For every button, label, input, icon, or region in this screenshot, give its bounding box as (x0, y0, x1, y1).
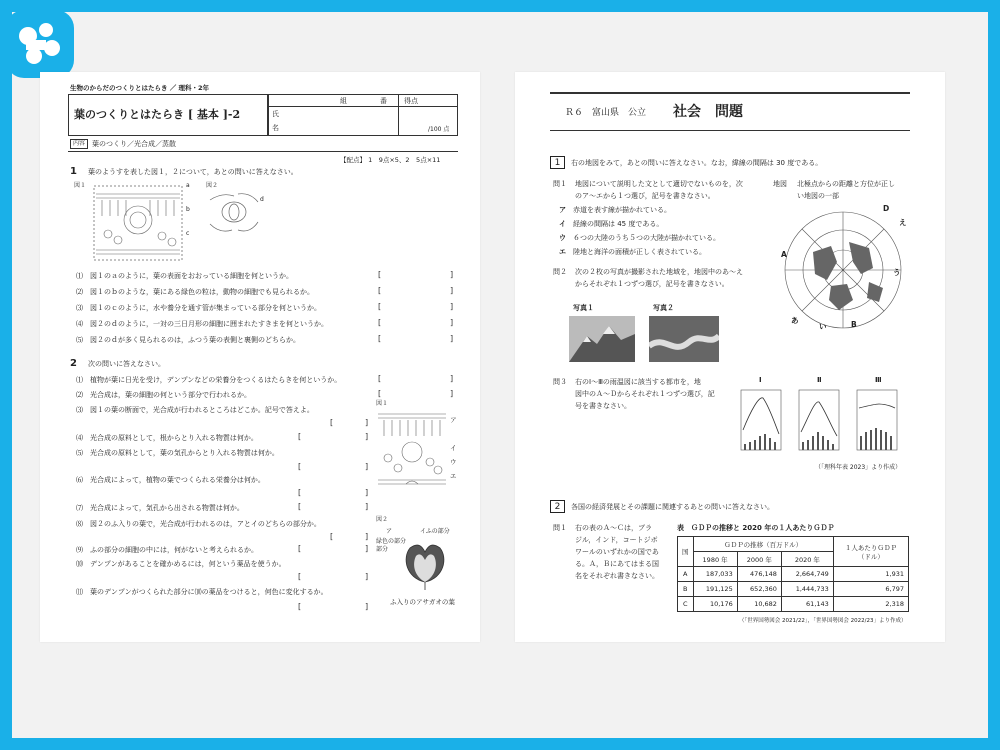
molecule-logo-icon (6, 10, 74, 78)
photo-1-label: 写真１ (573, 304, 594, 312)
table-header-2000: 2000 年 (737, 552, 781, 567)
fig-label-c: c (186, 230, 190, 237)
table-header-gdp: ＧＤＰの推移（百万ドル） (693, 537, 833, 552)
s1-q1-label: 問１ (553, 180, 567, 188)
variegated-leaf-figure (400, 538, 450, 594)
q2-item-5: 光合成の原料として，葉の気孔からとり入れる物質は何か。 (90, 449, 279, 457)
q2-stem: 次の問いに答えなさい。 (88, 360, 165, 368)
s2-q1-text-4: る。Ａ，Ｂにあてはまる国 (575, 560, 659, 568)
answer-bracket-open[interactable]: [ (298, 462, 302, 471)
map-label-u: う (893, 268, 901, 277)
answer-bracket-open[interactable]: [ (378, 302, 382, 311)
map-caption-2: い地図の一部 (797, 192, 839, 200)
total-score: /100 点 (428, 126, 450, 133)
q2-number: 2 (70, 358, 77, 369)
section-1-number: 1 (550, 156, 565, 169)
map-label-B: B (851, 320, 857, 329)
answer-bracket-open[interactable]: [ (378, 318, 382, 327)
exam-title: 社会 問題 (673, 104, 743, 120)
leaf-cross-section-figure (92, 184, 184, 262)
s1-q3-text-2: 図中のＡ～Ｄからそれぞれ１つずつ選び，記 (575, 390, 715, 398)
answer-bracket-open[interactable]: [ (378, 389, 382, 398)
map-label-a: あ (791, 316, 799, 325)
q2-item-4: 光合成の原料として，根からとり入れる物質は何か。 (90, 434, 258, 442)
answer-bracket-open[interactable]: [ (330, 418, 334, 427)
q1-item-5: 図２のｄが多く見られるのは，ふつう葉の表側と裏側のどちらか。 (90, 336, 300, 344)
map-title: 地図 (773, 180, 787, 188)
q2-item-6: 光合成によって，植物の葉でつくられる栄養分は何か。 (90, 476, 265, 484)
q2-item-1: 植物が葉に日光を受け，デンプンなどの栄養分をつくるはたらきを何というか。 (90, 376, 342, 384)
q1-fig2-label: 図２ (206, 182, 219, 189)
section-1-stem: 右の地図をみて，あとの問いに答えなさい。なお，緯線の間隔は 30 度である。 (571, 159, 823, 167)
fig1-label-a: ア (450, 416, 457, 424)
name-mei: 名 (272, 124, 279, 132)
score-label: 得点 (404, 97, 418, 105)
photo-2-label: 写真２ (653, 304, 674, 312)
table-row: A 187,033 476,148 2,664,749 1,931 (678, 567, 909, 582)
q1-item-2: 図１のｂのような，葉にある緑色の粒は，動物の細胞でも見られるか。 (90, 288, 314, 296)
q1-item-4: 図２のｄのように，一対の三日月形の細胞に囲まれたすきまを何というか。 (90, 320, 328, 328)
name-shi: 氏 (272, 110, 279, 118)
fig-label-a: a (186, 182, 190, 189)
answer-bracket-open[interactable]: [ (378, 334, 382, 343)
content-text: 葉のつくり／光合成／蒸散 (92, 140, 176, 148)
s1-q2-label: 問２ (553, 268, 567, 276)
climate-source: （「理科年表 2023」より作成） (815, 464, 902, 471)
fig1-label-i: イ (450, 444, 457, 452)
q1-fig1-label: 図１ (74, 182, 87, 189)
exam-title-prefix: Ｒ６ 富山県 公立 (565, 108, 647, 118)
answer-bracket-open[interactable]: [ (298, 544, 302, 553)
polar-map (773, 202, 913, 332)
q1-item-3: 図１のｃのように，水や養分を通す管が集まっている部分を何というか。 (90, 304, 321, 312)
map-label-A: A (781, 250, 787, 259)
table-header-1980: 1980 年 (693, 552, 737, 567)
q2-fig2-label: 図２ (376, 516, 389, 523)
q2-item-8: 図２のふ入りの葉で，光合成が行われるのは，アとイのどちらの部分か。 (90, 520, 321, 528)
stomata-figure (208, 190, 260, 234)
table-row: B 191,125 652,360 1,444,733 6,797 (678, 582, 909, 597)
left-worksheet-page: 生物のからだのつくりとはたらき ／ 理科・2年 葉のつくりとはたらき [ 基本 ]-2 組 番 得点 氏 名 /100 点 内容 葉のつくり／光合成／蒸散 【配点】 1 9点×5、2 5点×11 1 葉のようすを表した図１，２について，あとの問いに答えなさい。 図１ a b c 図２ d ⑴ 図１のａのように，葉の表面をおおっている細胞を何というか。 ⑵ 図１のｂのような，葉にある緑色の粒は，動物の細胞でも見られるか。 ⑶ 図１のｃのように，水や養分を通す管が集まっている部分を何というか。 ⑷ 図２のｄのように，一対の三日月形の細胞に囲まれたすきまを何というか。 ⑸ 図２のｄが多く見られるのは，ふつう葉の表側と裏側のどちらか。 [ ] [ ] [ ] [ ] [ ] 2 次の問いに答えなさい。 ⑴ 植物が葉に日光を受け，デンプンなどの栄養分をつくるはたらきを何というか。 ⑵ 光合成は，葉の細胞の何という部分で行われるか。 ⑶ 図１の葉の断面で，光合成が行われるところはどこか。記号で答えよ。 ⑷ 光合成の原料として，根からとり入れる物質は何か。 ⑸ 光合成の原料として，葉の気孔からとり入れる物質は何か。 ⑹ 光合成によって，植物の葉でつくられる栄養分は何か。 ⑺ 光合成によって，気孔から出される物質は何か。 ⑻ 図２のふ入りの葉で，光合成が行われるのは，アとイのどちらの部分か。 ⑼ ふの部分の細胞の中には，何がないと考えられるか。 ⑽ デンプンがあることを確かめるには，何という薬品を使うか。 ⑾ 葉のデンプンがつくられた部分に⑽の薬品をつけると，何色に変化するか。 [ ] [ ] [ ] [ ] [ ] [ ] [ ] [ ] [ ] [ ] [ ] 図１ ア イ ウ エ 図２ ア イふの部分 緑色の部分 部分 ふ入りのアサガオの葉 (40, 72, 480, 642)
mountain-photo (569, 316, 635, 362)
s1-q3-label: 問３ (553, 378, 567, 386)
fig-label-d: d (260, 196, 264, 203)
answer-bracket-open[interactable]: [ (298, 432, 302, 441)
climate-chart-1 (737, 386, 785, 458)
s2-q1-text-3: ワールのいずれかの国であ (575, 548, 659, 556)
right-exam-page: Ｒ６ 富山県 公立 社会 問題 1 右の地図をみて，あとの問いに答えなさい。なお，緯線の間隔は 30 度である。 問１ 地図について説明した文として適切でないものを，次 のア～エから１つ選び，記号を書きなさい。 ア 赤道を表す線が描かれている。 イ 経線の間隔は 45 度である。 ウ ６つの大陸のうち５つの大陸が描かれている。 エ 陸地と海洋の面積が正しく表されている。 地図 北極点からの距離と方位が正し い地図の一部 D え A う あ い B 問２ 次の２枚の写真が撮影された地域を，地図中のあ～え からそれぞれ１つずつ選び，記号を書きなさい。 写真１ 写真２ 問３ 右のⅠ～Ⅲの雨温図に該当する都市を，地 図中のＡ～Ｄからそれぞれ１つずつ選び，記 号を書きなさい。 Ⅰ Ⅱ Ⅲ （「理科年表 2023」より作成） 2 各国の経済発展とその課題に関連するあとの問いに答えなさい。 問１ 右の表のＡ～Ｃは，ブラ ジル，インド，コートジボ ワールのいずれかの国であ る。Ａ，Ｂにあてはまる国 名をそれぞれ書きなさい。 表 ＧＤＰの推移と 2020 年の１人あたりＧＤＰ 国 ＧＤＰの推移（百万ドル） １人あたりＧＤＰ （ドル） 1980 年 2000 年 2020 年 A 187,033 476,148 2,664,749 1,931 B 191,125 652,360 1,444,733 6,797 C 10,176 10,682 61,143 2,318 （「世界国勢図会 2021/22」，「世界国勢図会 2022/23」より作成） (515, 72, 945, 642)
s2-q1-label: 問１ (553, 524, 567, 532)
s1-q2-text-2: からそれぞれ１つずつ選び，記号を書きなさい。 (575, 280, 729, 288)
leaf-section-figure (376, 408, 448, 490)
choice-e: 陸地と海洋の面積が正しく表されている。 (573, 248, 706, 256)
q2-fig1-label: 図１ (376, 400, 389, 407)
answer-bracket-open[interactable]: [ (298, 602, 302, 611)
section-2-stem: 各国の経済発展とその課題に関連するあとの問いに答えなさい。 (571, 503, 774, 511)
s2-q1-text-1: 右の表のＡ～Ｃは，ブラ (575, 524, 652, 532)
s1-q1-text-2: のア～エから１つ選び，記号を書きなさい。 (575, 192, 715, 200)
q2-item-7: 光合成によって，気孔から出される物質は何か。 (90, 504, 244, 512)
fig2-label-green: 緑色の部分 (376, 538, 407, 545)
number-label: 番 (380, 97, 387, 105)
s2-q1-text-2: ジル，インド，コートジボ (575, 536, 658, 544)
fig2-caption: ふ入りのアサガオの葉 (390, 598, 455, 606)
content-tag: 内容 (70, 139, 88, 149)
fig2-label-a: ア (386, 528, 393, 535)
answer-bracket-open[interactable]: [ (378, 374, 382, 383)
worksheet-header: 生物のからだのつくりとはたらき ／ 理科・2年 (70, 84, 210, 92)
fig-label-b: b (186, 206, 190, 213)
choice-i: 経線の間隔は 45 度である。 (573, 220, 664, 228)
class-label: 組 (340, 97, 347, 105)
answer-bracket-open[interactable]: [ (378, 270, 382, 279)
fig1-label-e: エ (450, 472, 457, 480)
s1-q3-text-3: 号を書きなさい。 (575, 402, 631, 410)
q1-stem: 葉のようすを表した図１，２について，あとの問いに答えなさい。 (88, 168, 298, 176)
river-photo (649, 316, 719, 362)
climate-title-1: Ⅰ (759, 376, 762, 384)
q2-item-3: 図１の葉の断面で，光合成が行われるところはどこか。記号で答えよ。 (90, 406, 314, 414)
answer-bracket-open[interactable]: [ (330, 532, 334, 541)
gdp-table-title: 表 ＧＤＰの推移と 2020 年の１人あたりＧＤＰ (677, 524, 835, 532)
s2-q1-text-5: 名をそれぞれ書きなさい。 (575, 572, 659, 580)
table-header-2020: 2020 年 (781, 552, 833, 567)
map-label-e: え (899, 218, 907, 227)
section-2-number: 2 (550, 500, 565, 513)
q1-item-1: 図１のａのように，葉の表面をおおっている細胞を何というか。 (90, 272, 293, 280)
s1-q1-text-1: 地図について説明した文として適切でないものを，次 (575, 180, 743, 188)
fig1-label-u: ウ (450, 458, 457, 466)
climate-chart-3 (853, 386, 901, 458)
map-label-i: い (819, 322, 827, 331)
s1-q3-text-1: 右のⅠ～Ⅲの雨温図に該当する都市を，地 (575, 378, 701, 386)
q2-item-10: デンプンがあることを確かめるには，何という薬品を使うか。 (90, 560, 286, 568)
q2-item-11: 葉のデンプンがつくられた部分に⑽の薬品をつけると，何色に変化するか。 (90, 588, 328, 596)
answer-bracket-open[interactable]: [ (298, 572, 302, 581)
fig2-label-green2: 部分 (376, 546, 389, 553)
q2-item-9: ふの部分の細胞の中には，何がないと考えられるか。 (90, 546, 258, 554)
climate-title-2: Ⅱ (817, 376, 822, 384)
answer-bracket-open[interactable]: [ (298, 502, 302, 511)
gdp-table (677, 536, 909, 612)
climate-chart-2 (795, 386, 843, 458)
map-caption-1: 北極点からの距離と方位が正し (797, 180, 895, 188)
table-row: C 10,176 10,682 61,143 2,318 (678, 597, 909, 612)
app-logo (6, 10, 74, 78)
answer-bracket-open[interactable]: [ (378, 286, 382, 295)
climate-title-3: Ⅲ (875, 376, 882, 384)
map-label-D: D (883, 204, 890, 213)
worksheet-title: 葉のつくりとはたらき [ 基本 ]-2 (74, 108, 241, 121)
answer-bracket-open[interactable]: [ (298, 488, 302, 497)
q1-number: 1 (70, 166, 77, 177)
points-info: 【配点】 1 9点×5、2 5点×11 (340, 156, 441, 164)
table-header-country: 国 (678, 537, 694, 567)
q2-item-2: 光合成は，葉の細胞の何という部分で行われるか。 (90, 391, 251, 399)
choice-u: ６つの大陸のうち５つの大陸が描かれている。 (573, 234, 720, 242)
fig2-label-b: イふの部分 (420, 528, 450, 535)
choice-a: 赤道を表す線が描かれている。 (573, 206, 671, 214)
table-header-per-capita: １人あたりＧＤＰ （ドル） (833, 537, 908, 567)
s1-q2-text-1: 次の２枚の写真が撮影された地域を，地図中のあ～え (575, 268, 743, 276)
table-source: （「世界国勢図会 2021/22」，「世界国勢図会 2022/23」より作成） (739, 618, 907, 624)
